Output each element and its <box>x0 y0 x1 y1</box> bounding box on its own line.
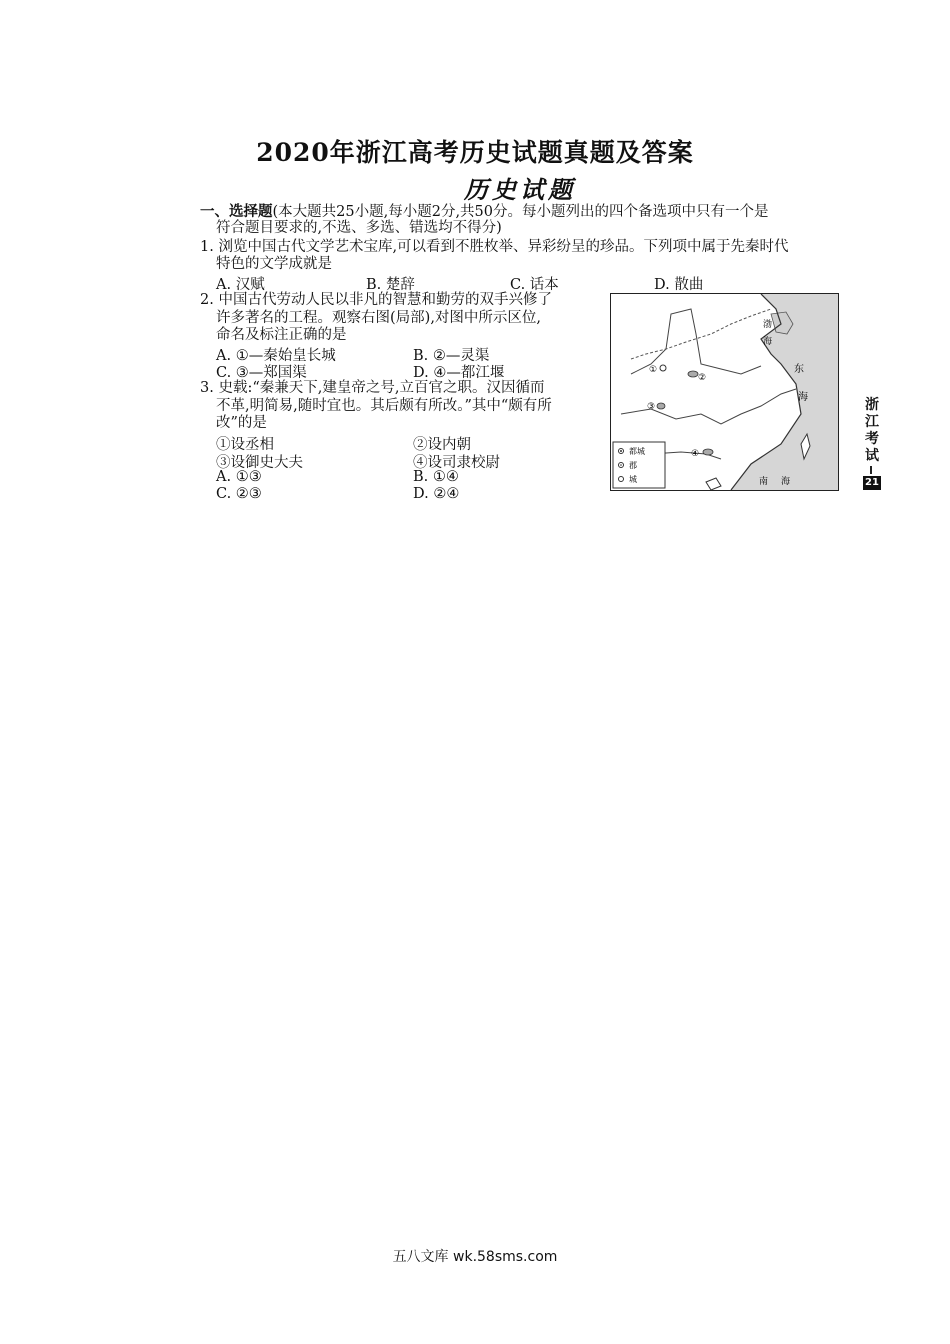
legend-commandery-label: 郡 <box>629 461 637 470</box>
legend-city-label: 城 <box>629 475 637 484</box>
q3-option-a: A. ①③ <box>216 469 262 485</box>
exam-heading: 历史试题 <box>464 175 576 204</box>
q3-item-2: ②设内朝 <box>413 437 471 453</box>
q3-item-4: ④设司隶校尉 <box>413 455 500 471</box>
q1-option-d: D. 散曲 <box>654 277 704 293</box>
legend-capital-label: 都城 <box>629 447 645 456</box>
q2-line3: 命名及标注正确的是 <box>216 327 347 343</box>
section-instructions <box>200 203 769 221</box>
side-tab-char: 江 <box>865 414 879 430</box>
q3-line1: 3. 史载:“秦兼天下,建皇帝之号,立百官之职。汉因循而 <box>200 380 545 396</box>
sea-label-bo: 渤 <box>763 320 773 330</box>
q3-line2: 不革,明简易,随时宜也。其后颇有所改。”其中“颇有所 <box>216 398 552 414</box>
marker-4-site <box>703 449 713 455</box>
side-tab <box>862 397 882 465</box>
q3-option-c: C. ②③ <box>216 486 262 502</box>
side-tab-char: 考 <box>865 431 879 447</box>
q3-item-1: ①设丞相 <box>216 437 274 453</box>
q1-option-a: A. 汉赋 <box>216 277 265 293</box>
section-head: 一、选择题 <box>200 203 273 220</box>
marker-3-site <box>657 403 665 409</box>
sea-label-nan: 南 <box>759 477 769 487</box>
sea-label-dong: 东 <box>794 364 804 375</box>
side-tab-char: 试 <box>865 448 879 464</box>
q3-item-3: ③设御史大夫 <box>216 455 303 471</box>
q2-line1: 2. 中国古代劳动人民以非凡的智慧和勤劳的双手兴修了 <box>200 292 552 308</box>
document-title: 2020年浙江高考历史试题真题及答案 <box>256 138 694 167</box>
side-tab-char: 浙 <box>865 397 879 413</box>
q2-option-d: D. ④—都江堰 <box>413 365 505 381</box>
q1-option-b: B. 楚辞 <box>366 277 415 293</box>
sea-label-hai1: 海 <box>763 337 773 347</box>
capital-icon <box>660 365 666 371</box>
q3-line3: 改”的是 <box>216 415 267 431</box>
marker-2-site <box>688 371 698 377</box>
section-line2: 符合题目要求的,不选、多选、错选均不得分) <box>216 220 502 236</box>
map-marker-3: ③ <box>647 402 656 412</box>
china-map-figure <box>610 293 839 491</box>
map-marker-4: ④ <box>691 449 700 459</box>
great-wall-line <box>631 309 771 359</box>
map-marker-2: ② <box>698 373 707 383</box>
q1-option-c: C. 话本 <box>510 277 559 293</box>
map-marker-1: ① <box>649 365 658 375</box>
map-drawing <box>611 294 838 490</box>
q2-option-c: C. ③—郑国渠 <box>216 365 307 381</box>
q2-line2: 许多著名的工程。观察右图(局部),对图中所示区位, <box>216 310 542 326</box>
sea-label-hai3: 海 <box>781 477 791 487</box>
page-number-badge: 21 <box>863 476 881 490</box>
q2-option-a: A. ①—秦始皇长城 <box>216 348 336 364</box>
q1-line2: 特色的文学成就是 <box>216 256 332 272</box>
footer-watermark: 五八文库 wk.58sms.com <box>392 1249 558 1265</box>
q3-option-d: D. ②④ <box>413 486 460 502</box>
q3-option-b: B. ①④ <box>413 469 459 485</box>
hainan-island <box>706 478 721 490</box>
q2-option-b: B. ②—灵渠 <box>413 348 490 364</box>
section-line1: (本大题共25小题,每小题2分,共50分。每小题列出的四个备选项中只有一个是 <box>272 204 769 220</box>
q1-line1: 1. 浏览中国古代文学艺术宝库,可以看到不胜枚举、异彩纷呈的珍品。下列项中属于先秦时代 <box>200 239 789 255</box>
side-tab-divider <box>870 466 872 474</box>
sea-label-hai2: 海 <box>798 392 808 403</box>
